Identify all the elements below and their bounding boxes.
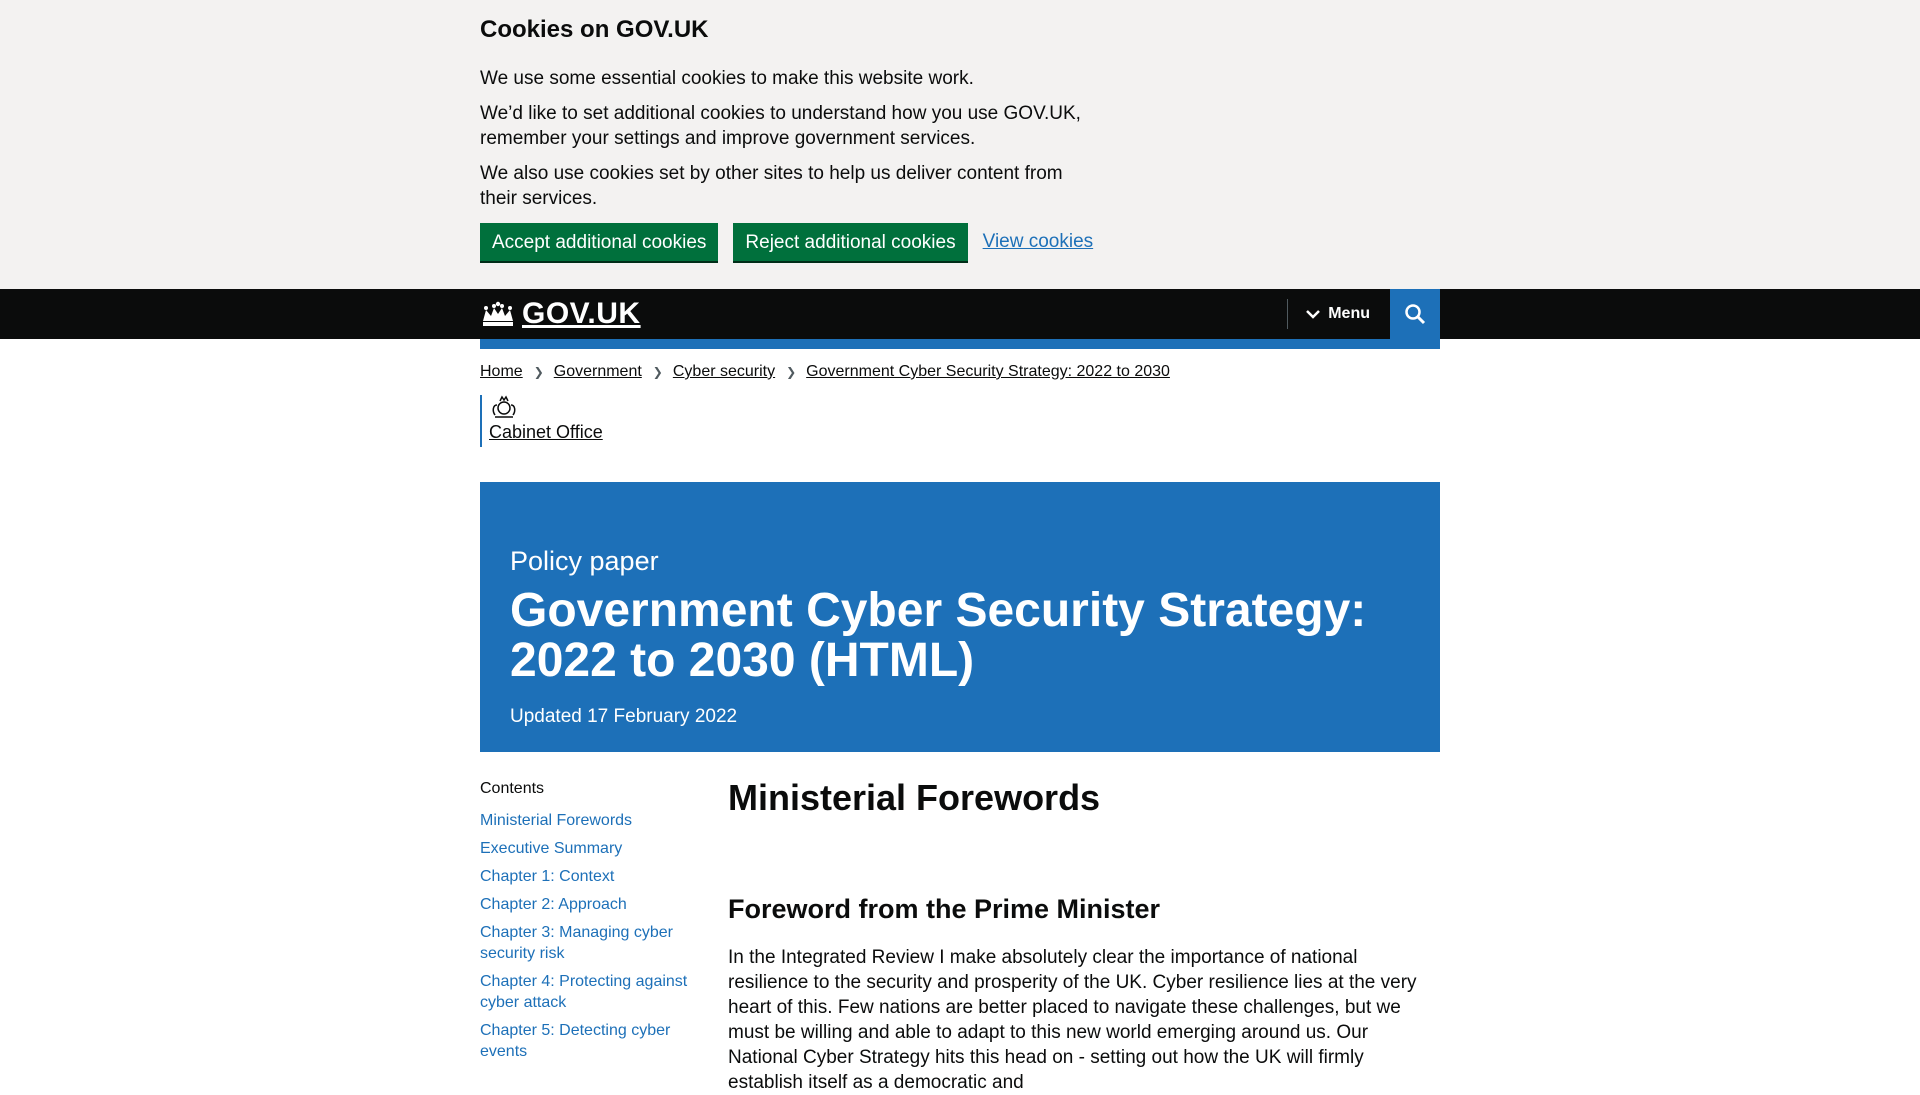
menu-button[interactable] xyxy=(1306,305,1370,323)
cookie-text-essential: We use some essential cookies to make this website work. xyxy=(480,68,974,89)
chevron-right-icon: ❯ xyxy=(533,365,544,379)
section-heading: Ministerial Forewords xyxy=(728,777,1101,818)
cookie-text-third-party: We also use cookies set by other sites to help us deliver content from their services. xyxy=(480,163,1063,209)
govuk-logotype: GOV.UK xyxy=(522,297,641,330)
contents-nav xyxy=(480,780,700,1095)
view-cookies-link[interactable]: View cookies xyxy=(982,231,1094,252)
royal-coat-of-arms-icon xyxy=(489,395,1440,422)
contents-item-chapter-3[interactable]: Chapter 3: Managing cyber security risk xyxy=(480,924,673,962)
updated-date: Updated 17 February 2022 xyxy=(510,706,738,727)
body-paragraph: In the Integrated Review I make absolutely clear the importance of national resilience to the security and prosperity of the UK. Cyber resilience lies at the very heart of this. Few nations are better placed to navigate these challenges, but we must be willing and able to adapt to this new world emerging around us. Our National Cyber Strategy hits this head on - setting out how the UK will firmly establish itself as a democratic and xyxy=(728,947,1417,1093)
search-icon xyxy=(1404,303,1426,325)
breadcrumb-government[interactable]: Government xyxy=(553,363,642,380)
chevron-right-icon: ❯ xyxy=(652,365,663,379)
accept-cookies-button[interactable]: Accept additional cookies xyxy=(480,223,718,261)
contents-item-chapter-4[interactable]: Chapter 4: Protecting against cyber attack xyxy=(480,973,688,1011)
main-content xyxy=(728,777,1440,1095)
breadcrumb xyxy=(480,363,1440,381)
header-blue-bar xyxy=(0,339,1920,349)
cookie-banner-title: Cookies on GOV.UK xyxy=(480,16,709,43)
cookie-banner xyxy=(0,0,1920,289)
cookie-text-additional: We’d like to set additional cookies to understand how you use GOV.UK, remember your settings and improve government services. xyxy=(480,103,1081,149)
reject-cookies-button[interactable]: Reject additional cookies xyxy=(733,223,967,261)
page-title: Government Cyber Security Strategy: 2022 to 2030 (HTML) xyxy=(510,584,1367,687)
breadcrumb-strategy[interactable]: Government Cyber Security Strategy: 2022 to 2030 xyxy=(806,363,1170,380)
contents-item-executive-summary[interactable]: Executive Summary xyxy=(480,840,623,857)
govuk-logo-link[interactable] xyxy=(480,297,641,331)
contents-item-chapter-1[interactable]: Chapter 1: Context xyxy=(480,868,615,885)
contents-item-ministerial-forewords[interactable]: Ministerial Forewords xyxy=(480,812,633,829)
breadcrumb-cyber-security[interactable]: Cyber security xyxy=(672,363,776,380)
contents-item-chapter-5[interactable]: Chapter 5: Detecting cyber events xyxy=(480,1022,671,1060)
page-content xyxy=(480,777,1440,1095)
chevron-right-icon: ❯ xyxy=(786,365,797,379)
contents-title: Contents xyxy=(480,780,545,797)
breadcrumb-home[interactable]: Home xyxy=(480,363,523,380)
contents-item-chapter-2[interactable]: Chapter 2: Approach xyxy=(480,896,627,913)
page-hero xyxy=(480,482,1440,752)
menu-divider xyxy=(1287,299,1288,329)
cookie-actions xyxy=(480,223,1440,261)
document-type: Policy paper xyxy=(510,546,659,576)
search-button[interactable] xyxy=(1390,289,1440,339)
chevron-down-icon xyxy=(1306,309,1320,319)
section-subheading: Foreword from the Prime Minister xyxy=(728,894,1161,924)
organisation-logo xyxy=(480,395,1440,447)
site-header xyxy=(0,289,1920,339)
crown-icon xyxy=(480,300,516,328)
header-actions xyxy=(1287,289,1440,339)
organisation-link[interactable]: Cabinet Office xyxy=(489,422,603,442)
menu-label: Menu xyxy=(1328,305,1370,322)
